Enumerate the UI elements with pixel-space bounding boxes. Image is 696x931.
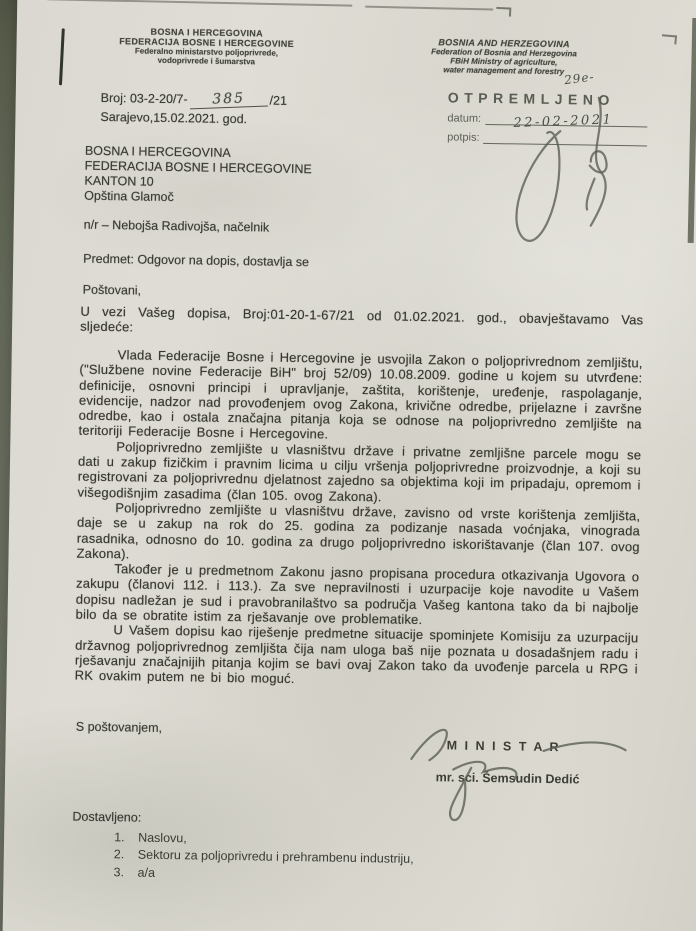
recipient-line: Opština Glamoč bbox=[84, 188, 174, 205]
stamp-signature-stroke bbox=[438, 81, 671, 270]
letterhead-line: Federalno ministarstvo poljoprivrede, bbox=[134, 46, 279, 58]
item-number: 2. bbox=[113, 847, 125, 862]
recipient-line: BOSNA I HERCEGOVINA bbox=[84, 143, 231, 160]
body-paragraph: Poljoprivredno zemljište u vlasništvu države, zavisno od vrste korištenja zemljišta, daje se u zakup na rok do 25. godina za podizanje nasada voćnjaka, vinograda rasadnika, odnosno do 10. godina za drugo poljoprivredno iskorištavanje (član 107. ovog Zakona). bbox=[76, 500, 641, 562]
place-date-line: Sarajevo,15.02.2021. god. bbox=[100, 109, 248, 127]
reference-number bbox=[101, 90, 287, 109]
handwritten-note: 29e- bbox=[563, 69, 596, 88]
body-paragraph: Također je u predmetnom Zakonu jasno propisana procedura otkazivanja Ugovora o zakupu (članovi 112. i 113.). Za sve nepravilnosti i uzurpacije koje navodite u Vašem dopisu nadležan je sud i pravobranilaštvo sa područja Vašeg kantona tako da bi najbolje bilo da se obratite istim za rješavanje ove problematike. bbox=[75, 561, 640, 628]
letterhead-left bbox=[101, 26, 312, 67]
attention-line: n/r – Nebojša Radivojša, načelnik bbox=[83, 217, 270, 235]
letterhead-line: water management and forestry bbox=[443, 65, 565, 77]
distribution-list bbox=[113, 829, 414, 886]
body-paragraph: Vlada Federacije Bosne i Hercegovine je usvojila Zakon o poljoprivrednom zemljištu, ("Službene novine Federacije BiH" broj 52/09) 10.08.2009. godine u kojem su utvrđene: definicije, osnovni principi i upravljanje, zaštita, korištenje, uređenje, raspolaganje, evidencije, nadzor nad provođenjem ovog Zakona, krivične odredbe, prijelazne i završne odredbe, kao i ostala značajna pitanja koja se odnose na poljoprivredno zemljište na teritoriji Federacije Bosne i Hercegovine. bbox=[78, 347, 643, 442]
recipient-line: FEDERACIJA BOSNE I HERCEGOVINE bbox=[84, 158, 312, 177]
minister-name: mr. sci. Šemsudin Dedić bbox=[435, 770, 580, 787]
intro-paragraph: U vezi Vašeg dopisa, Broj:01-20-1-67/21 od 01.02.2021. god., obavještavamo Vas sljedeće: bbox=[80, 303, 644, 335]
handwritten-date: 22-02-2021 bbox=[513, 112, 614, 131]
letterhead-line: Federation of Bosnia and Herzegovina bbox=[431, 47, 577, 59]
body-paragraph: U Vašem dopisu kao riješenje predmetne situacije spominjete Komisiju za uzurpaciju državnog poljoprivrednog zemljišta čija nam uloga baš nije poznata u dosadašnjem radu i rješavanju značajnijih pitanja kojim se bavi ovaj Zakon tako da uvođenje parcela u RPG i RK ovakim putem ne bi bio moguć. bbox=[74, 622, 639, 687]
body-paragraph: Poljoprivredno zemljište u vlasništvu države i privatne zemljišne parcele mogu se dati u zakup fizičkim i pravnim licima u cilju vršenja poljoprivredne proizvodnje, a koji su registrovani za poljoprivrednu djelatnost zajedno sa objektima koji im pripadaju, opremom i višegodišnjim zasadima (član 105. ovog Zakona). bbox=[77, 438, 642, 505]
distribution-label: Dostavljeno: bbox=[72, 809, 142, 825]
salutation: Poštovani, bbox=[82, 282, 142, 298]
stamp-date-label: datum: bbox=[447, 112, 482, 125]
letter-paper bbox=[3, 0, 696, 931]
subject-line: Predmet: Odgovor na dopis, dostavlja se bbox=[83, 251, 310, 270]
stamp-title: OTPREMLJENO bbox=[447, 89, 615, 108]
reference-prefix: Broj: 03-2-20/7- bbox=[100, 90, 188, 107]
item-text: Sektoru za poljoprivredu i prehrambenu industriju, bbox=[137, 847, 414, 867]
scan-corner-mark bbox=[661, 34, 677, 44]
handwritten-number: 385 bbox=[189, 90, 268, 109]
item-number: 1. bbox=[114, 830, 125, 845]
pen-mark bbox=[59, 28, 65, 85]
item-text: a/a bbox=[137, 865, 156, 880]
item-number: 3. bbox=[113, 864, 125, 879]
minister-title: M I N I S T A R bbox=[446, 738, 561, 755]
minister-signature-stroke bbox=[392, 711, 634, 830]
letterhead-line: FEDERACIJA BOSNE I HERCEGOVINE bbox=[119, 36, 295, 49]
letterhead-line: BOSNA I HERCEGOVINA bbox=[150, 26, 264, 39]
letterhead-line: BOSNIA AND HERZEGOVINA bbox=[438, 37, 570, 50]
letter-body bbox=[75, 347, 643, 692]
scan-line-artifact bbox=[365, 6, 493, 11]
scan-line-artifact bbox=[47, 0, 352, 7]
scan-corner-mark bbox=[496, 7, 511, 17]
letterhead-line: FBiH Ministry of agriculture, bbox=[450, 56, 558, 68]
item-text: Naslovu, bbox=[138, 830, 187, 846]
closing-line: S poštovanjem, bbox=[75, 719, 163, 735]
recipient-block bbox=[84, 144, 312, 208]
reference-suffix: /21 bbox=[269, 93, 288, 108]
letterhead-line: vodoprivrede i šumarstva bbox=[157, 55, 256, 67]
stamp-signature-label: potpis: bbox=[447, 131, 480, 144]
recipient-line: KANTON 10 bbox=[84, 173, 154, 189]
